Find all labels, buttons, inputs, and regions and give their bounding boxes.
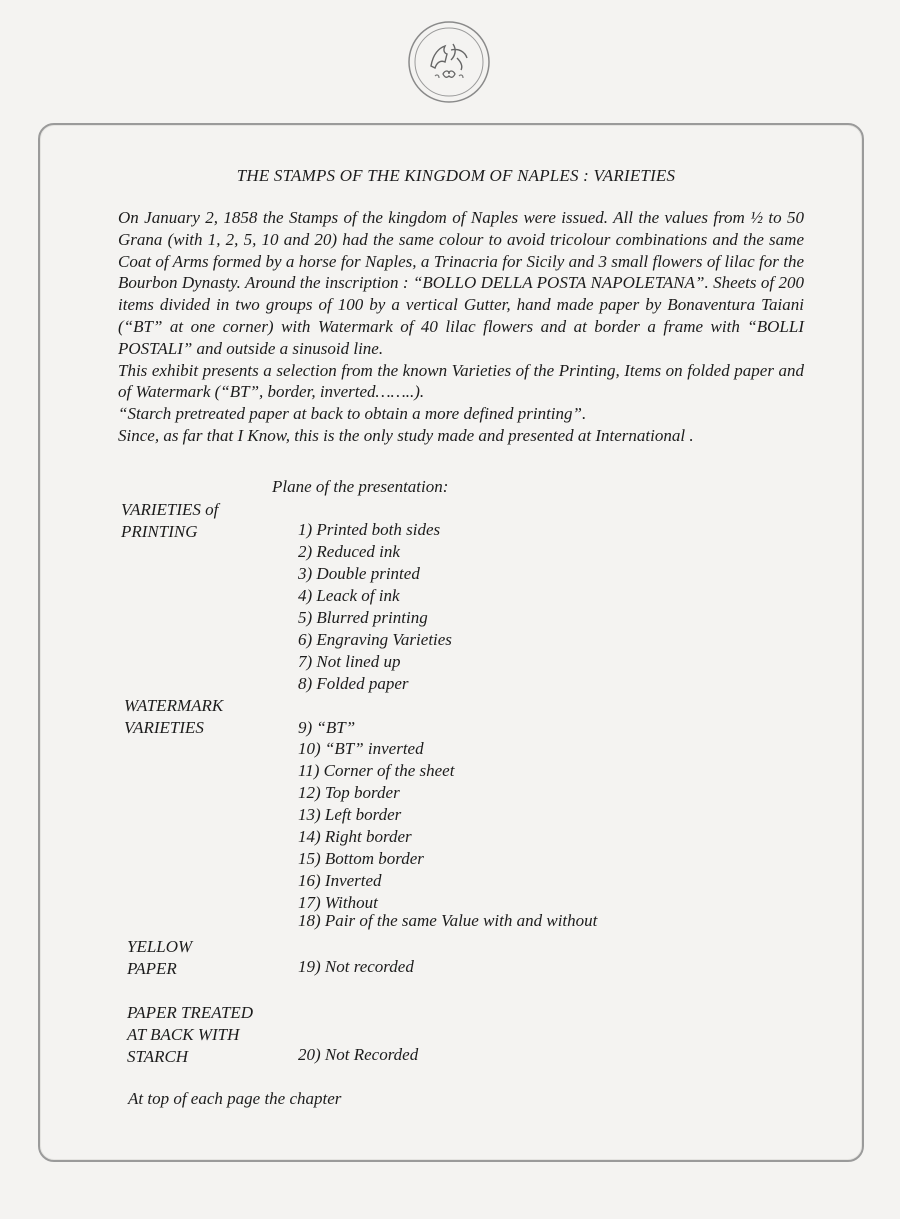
intro-text (118, 207, 804, 447)
list-item: 10) “BT” inverted (298, 739, 424, 758)
section-heading: PAPER (127, 959, 177, 978)
list-item: 13) Left border (298, 805, 402, 824)
section-heading: VARIETIES of (121, 500, 219, 519)
page-title: THE STAMPS OF THE KINGDOM OF NAPLES : VARIETIES (236, 166, 676, 185)
intro-paragraph: “Starch pretreated paper at back to obtain a more defined printing”. (118, 404, 587, 424)
list-item: 5) Blurred printing (298, 608, 428, 627)
list-item: 14) Right border (298, 827, 412, 846)
intro-paragraph: Since, as far that I Know, this is the only study made and presented at International . (118, 425, 694, 445)
footer-note: At top of each page the chapter (128, 1089, 342, 1108)
list-item: 7) Not lined up (298, 652, 401, 671)
list-item: 6) Engraving Varieties (298, 630, 452, 649)
list-item: 12) Top border (298, 783, 400, 802)
list-item: 17) Without (298, 893, 378, 912)
list-item: 18) Pair of the same Value with and without (298, 911, 598, 930)
list-item: 2) Reduced ink (298, 542, 400, 561)
list-item: 1) Printed both sides (298, 520, 441, 539)
section-heading: WATERMARK (124, 696, 224, 715)
list-item: 20) Not Recorded (298, 1045, 419, 1064)
coat-of-arms-seal-icon (407, 20, 491, 104)
list-item: 3) Double printed (298, 564, 420, 583)
list-item: 9) “BT” (298, 718, 356, 737)
list-item: 15) Bottom border (298, 849, 424, 868)
section-heading: AT BACK WITH (127, 1025, 240, 1044)
list-item: 16) Inverted (298, 871, 382, 890)
section-heading: PRINTING (121, 522, 198, 541)
list-item: 8) Folded paper (298, 674, 409, 693)
section-heading: VARIETIES (124, 718, 204, 737)
intro-paragraph: On January 2, 1858 the Stamps of the kingdom of Naples were issued. All the values from ½ to 50 Grana (with 1, 2, 5, 10 and 20) had the same colour to avoid tricolour combinations and the same Coat of Arms formed by a horse for Naples, a Trinacria for Sicily and 3 small flowers of lilac for the Bourbon Dynasty. Around the inscription : “BOLLO DELLA POSTA NAPOLETANA”. Sheets of 200 items divided in two groups of 100 by a vertical Gutter, hand made paper by Bonaventura Taiani (“BT” at one corner) with Watermark of 40 lilac flowers and at border a frame with “BOLLI POSTALI” and outside a sinusoid line. (118, 208, 804, 358)
section-heading: YELLOW (127, 937, 193, 956)
intro-paragraph: This exhibit presents a selection from the known Varieties of the Printing, Items on folded paper and of Watermark (“BT”, border, inverted……..). (118, 360, 804, 402)
list-item: 19) Not recorded (298, 957, 414, 976)
list-item: 11) Corner of the sheet (298, 761, 455, 780)
section-heading: STARCH (127, 1047, 189, 1066)
plan-heading: Plane of the presentation: (272, 477, 449, 496)
list-item: 4) Leack of ink (298, 586, 400, 605)
section-heading: PAPER TREATED (127, 1003, 254, 1022)
